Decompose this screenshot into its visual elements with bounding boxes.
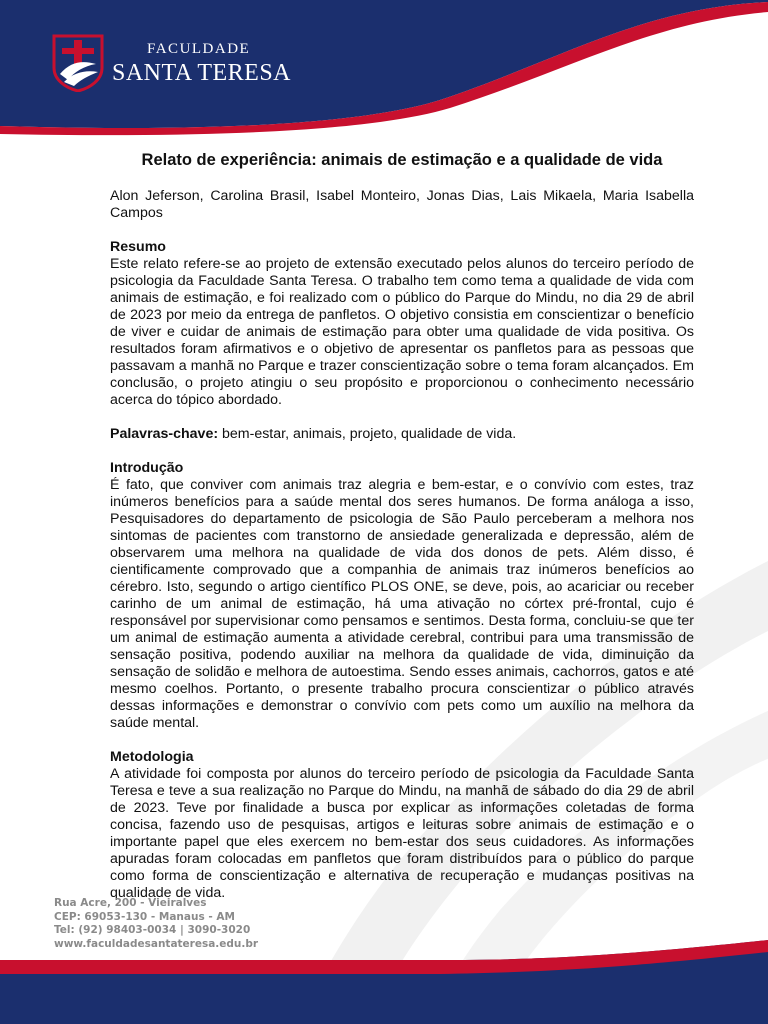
document-title: Relato de experiência: animais de estimação e a qualidade de vida	[141, 151, 663, 169]
document-body	[110, 152, 694, 902]
resumo-heading: Resumo	[110, 239, 166, 255]
footer-cep: CEP: 69053-130 - Manaus - AM	[54, 910, 235, 923]
footer-phone: Tel: (92) 98403-0034 | 3090-3020	[54, 924, 251, 936]
keywords-line	[110, 426, 694, 443]
faculdade-logo-icon	[52, 34, 104, 92]
footer-band	[0, 937, 768, 1024]
metodologia-heading: Metodologia	[110, 749, 194, 765]
footer-address: Rua Acre, 200 - Vieiralves	[54, 897, 207, 909]
footer-website: www.faculdadesantateresa.edu.br	[54, 937, 259, 950]
keywords-label: Palavras-chave:	[110, 426, 219, 442]
document-authors: Alon Jeferson, Carolina Brasil, Isabel Monteiro, Jonas Dias, Lais Mikaela, Maria Isabella Campos	[110, 188, 694, 221]
logo-text-faculdade: FACULDADE	[147, 41, 251, 57]
resumo-paragraph: Este relato refere-se ao projeto de extensão executado pelos alunos do terceiro período de psicologia da Faculdade Santa Teresa. O trabalho tem como tema a qualidade de vida com animais de estimação, e foi realizado com o público do Parque do Mindu, no dia 29 de abril de 2023 por meio da entrega de panfletos. O objetivo consistia em conscientizar o benefício de viver e cuidar de animais de estimação para obter uma qualidade de vida positiva. Os resultados foram afirmativos e o objetivo de apresentar os panfletos para as pessoas que passavam a manhã no Parque e trazer conscientização sobre o tema foram alcançados. Em conclusão, o projeto atingiu o seu propósito e proporcionou o conhecimento necessário acerca do tópico abordado.	[110, 256, 694, 408]
introducao-paragraph: É fato, que conviver com animais traz alegria e bem-estar, e o convívio com estes, traz inúmeros benefícios para a saúde mental dos seres humanos. De forma análoga a isso, Pesquisadores do departamento de psicologia de São Paulo perceberam a melhora nos sintomas de pacientes com transtorno de ansiedade generalizada e depressão, além de observarem uma melhora na qualidade de vida dos donos de pets. Além disso, é cientificamente comprovado que a companhia de animais traz inúmeros benefícios ao cérebro. Isto, segundo o artigo científico PLOS ONE, se deve, pois, ao acariciar ou receber carinho de um animal de estimação, há uma ativação no córtex pré-frontal, cujo é responsável por supervisionar como pensamos e sentimos. Desta forma, concluiu-se que ter um animal de estimação aumenta a atividade cerebral, contribui para uma transmissão de sensação positiva, podendo auxiliar na melhora da qualidade de vida, diminuição da sensação de solidão e melhora de autoestima. Sendo esses animais, cachorros, gatos e até mesmo coelhos. Portanto, o presente trabalho procura conscientizar o público através dessas informações e demonstrar o convívio com pets como um auxílio na melhora da saúde mental.	[110, 477, 694, 731]
keywords-text: bem-estar, animais, projeto, qualidade de vida.	[218, 426, 517, 442]
metodologia-paragraph: A atividade foi composta por alunos do terceiro período de psicologia da Faculdade Santa Teresa e teve a sua realização no Parque do Mindu, na manhã de sábado do dia 29 de abril de 2023. Teve por finalidade a busca por explicar as informações coletadas de forma concisa, fazendo uso de pesquisas, artigos e leituras sobre animais de estimação e o importante papel que eles exercem no bem-estar dos seus cuidadores. As informações apuradas foram colocadas em panfletos que foram distribuídos para o público do parque como forma de conscientização e alternativa de recuperação e mudanças positivas na qualidade de vida.	[110, 766, 694, 901]
introducao-heading: Introdução	[110, 460, 184, 476]
logo-text-santa-teresa: SANTA TERESA	[112, 60, 291, 86]
